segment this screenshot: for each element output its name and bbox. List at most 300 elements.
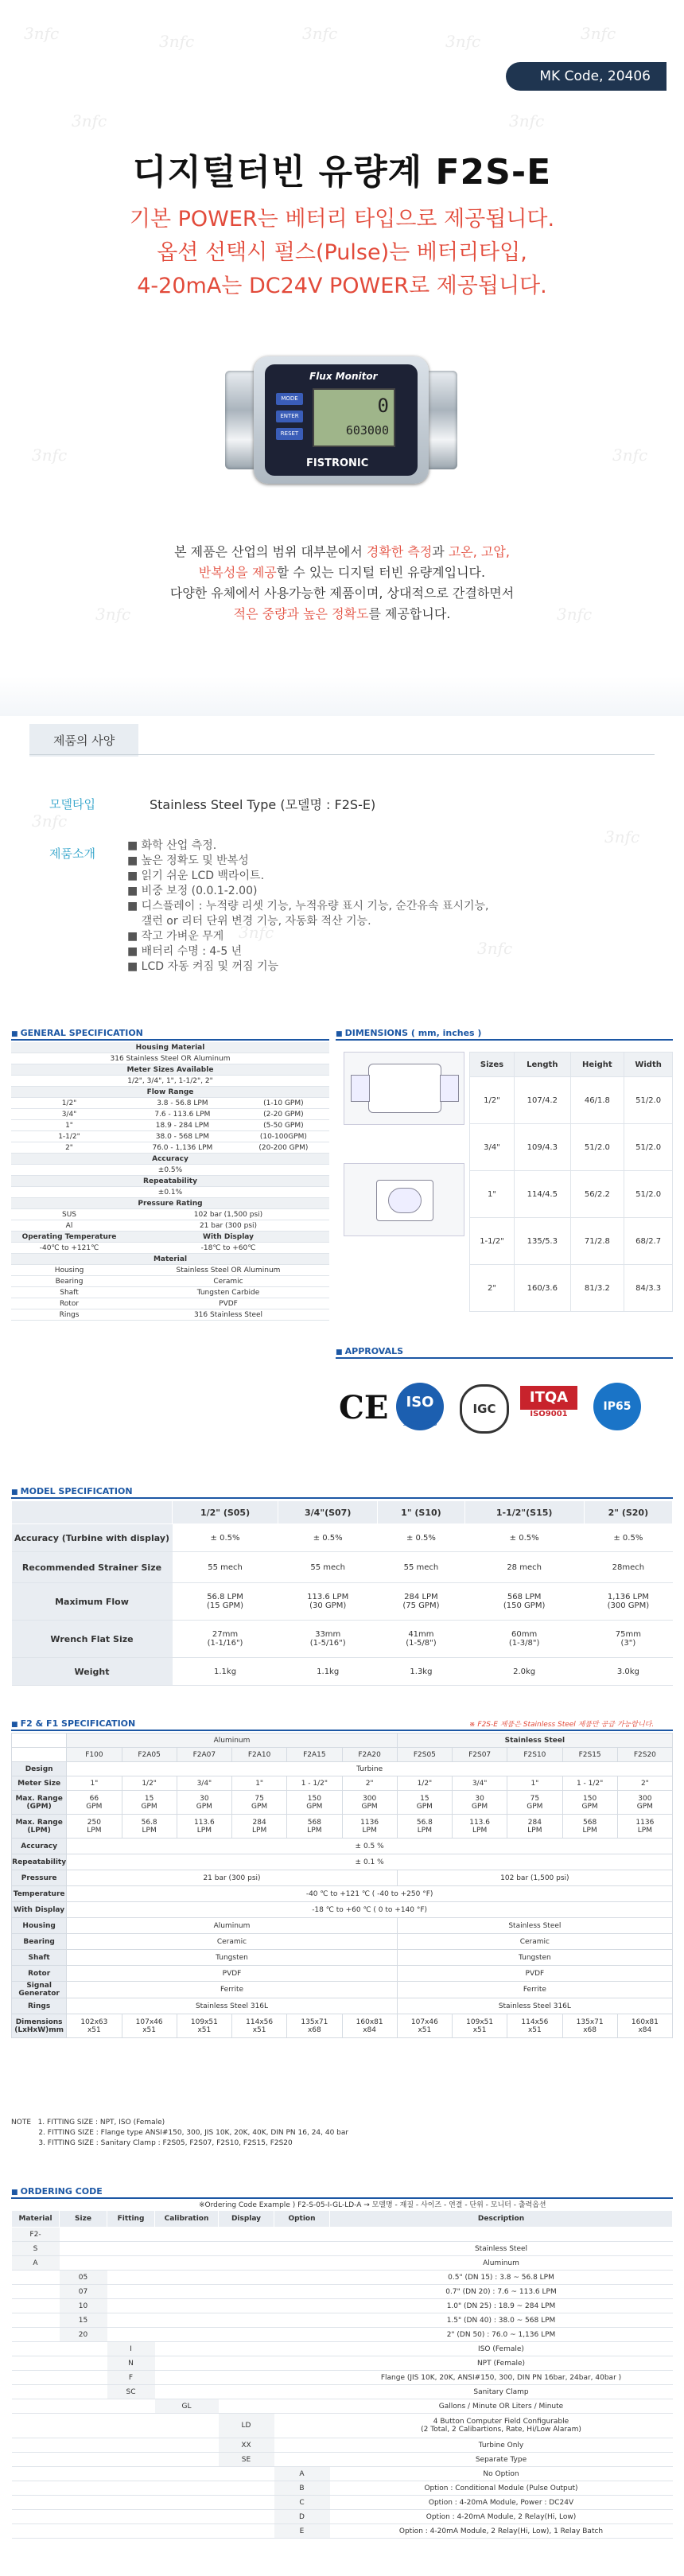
ordering-description: Stainless Steel xyxy=(330,2242,673,2256)
f2f1-row xyxy=(12,1839,673,1854)
f2f1-cell: 284 LPM xyxy=(232,1815,287,1839)
ordering-code xyxy=(274,2299,330,2313)
feature-item: 갤런 or 리터 단위 변경 기능, 자동화 적산 기능. xyxy=(127,915,371,928)
ordering-code xyxy=(219,2285,274,2299)
f2f1-model-header: F100 xyxy=(67,1748,122,1762)
approvals-title: ■ APPROVALS xyxy=(336,1346,403,1356)
f2f1-corner xyxy=(12,1734,67,1748)
model-type-label: 모델타입 xyxy=(49,797,95,811)
watermark-text: 3nfc xyxy=(32,811,68,831)
general-spec-value: (5-50 GPM) xyxy=(238,1120,329,1131)
f2f1-cell: 113.6 LPM xyxy=(453,1815,507,1839)
feature-list xyxy=(127,839,488,975)
ordering-code xyxy=(219,2510,274,2524)
f2f1-cell: 160x81 x84 xyxy=(617,2014,672,2038)
ordering-code: D xyxy=(274,2510,330,2524)
general-spec-heading: Material xyxy=(11,1254,329,1265)
ordering-code xyxy=(219,2496,274,2510)
ordering-code xyxy=(107,2481,155,2496)
ordering-code xyxy=(274,2328,330,2342)
ordering-code: I xyxy=(107,2342,155,2356)
ordering-code xyxy=(12,2285,60,2299)
f2f1-cell: 113.6 LPM xyxy=(177,1815,231,1839)
ordering-code xyxy=(60,2356,107,2371)
ordering-code xyxy=(274,2356,330,2371)
watermark-text: 3nfc xyxy=(509,111,545,130)
general-spec-value: 38.0 - 568 LPM xyxy=(127,1131,238,1142)
ordering-code: N xyxy=(107,2356,155,2371)
ordering-code xyxy=(107,2399,155,2414)
general-spec-value: (1-10 GPM) xyxy=(238,1098,329,1109)
brand-label: FISTRONIC xyxy=(306,457,369,469)
ordering-row xyxy=(12,2342,673,2356)
general-spec-row xyxy=(11,1298,329,1309)
ordering-code: S xyxy=(12,2242,60,2256)
ordering-row xyxy=(12,2256,673,2271)
f2f1-cell: 102x63 x51 xyxy=(67,2014,122,2038)
dimension-cell: 51/2.0 xyxy=(624,1124,673,1171)
model-spec-cell: 55 mech xyxy=(278,1552,378,1583)
ordering-code xyxy=(274,2438,330,2453)
lcd-display xyxy=(313,388,395,447)
ordering-code xyxy=(219,2313,274,2328)
dimensions-title: ■ DIMENSIONS ( mm, inches ) xyxy=(336,1028,481,1038)
model-spec-title: ■ MODEL SPECIFICATION xyxy=(11,1486,133,1496)
watermark-text: 3nfc xyxy=(604,827,640,846)
ordering-code xyxy=(155,2438,219,2453)
ordering-code xyxy=(274,2342,330,2356)
ordering-code xyxy=(155,2256,219,2271)
ordering-description: No Option xyxy=(330,2467,673,2481)
ip65-logo: IP65 xyxy=(593,1383,641,1430)
watermark-text: 3nfc xyxy=(159,32,195,51)
f2f1-cell: 1" xyxy=(232,1776,287,1791)
ordering-code xyxy=(274,2228,330,2242)
general-spec-key: Al xyxy=(11,1220,127,1232)
general-spec-row xyxy=(11,1187,329,1198)
itqa-logo xyxy=(520,1386,577,1427)
f2f1-cell: 114x56 x51 xyxy=(507,2014,562,2038)
ordering-header: Display xyxy=(219,2211,274,2228)
ordering-code xyxy=(274,2271,330,2285)
enter-key: ENTER xyxy=(276,411,303,422)
model-spec-header: 2" (S20) xyxy=(584,1501,672,1524)
dimension-cell: 114/4.5 xyxy=(515,1171,570,1218)
dimensions-bar xyxy=(336,1039,673,1041)
model-spec-label: Accuracy (Turbine with display) xyxy=(12,1524,173,1552)
watermark-text: 3nfc xyxy=(24,24,60,43)
f2f1-row xyxy=(12,1870,673,1886)
general-spec-heading: Meter Sizes Available xyxy=(11,1064,329,1076)
f2f1-row xyxy=(12,1966,673,1982)
general-spec-row xyxy=(11,1209,329,1220)
f2f1-cell: 56.8 LPM xyxy=(397,1815,452,1839)
model-spec-cell: 28mech xyxy=(584,1552,672,1583)
f2f1-model-header: F2S20 xyxy=(617,1748,672,1762)
ordering-code xyxy=(219,2356,274,2371)
f2f1-cell: 30 GPM xyxy=(177,1791,231,1815)
general-spec-value: 21 bar (300 psi) xyxy=(127,1220,329,1232)
dimension-cell: 109/4.3 xyxy=(515,1124,570,1171)
ordering-code xyxy=(107,2285,155,2299)
ordering-code xyxy=(60,2414,107,2438)
f2f1-cell: 300 GPM xyxy=(617,1791,672,1815)
f2f1-row-label: Meter Size xyxy=(12,1776,67,1791)
f2f1-cell: 2" xyxy=(617,1776,672,1791)
ordering-description: 1.0" (DN 25) : 18.9 ~ 284 LPM xyxy=(330,2299,673,2313)
model-spec-cell: 284 LPM (75 GPM) xyxy=(378,1583,464,1621)
f2f1-note-top: ※ F2S-E 제품은 Stainless Steel 제품만 공급 가능합니다. xyxy=(469,1721,655,1729)
feature-item: ■ 읽기 쉬운 LCD 백라이트. xyxy=(127,870,265,882)
general-spec-row xyxy=(11,1120,329,1131)
dimension-header: Length xyxy=(515,1053,570,1077)
f2f1-row xyxy=(12,1918,673,1934)
f2f1-cell: 1136 LPM xyxy=(617,1815,672,1839)
spec-divider xyxy=(29,754,655,755)
f2f1-model-header: F2A20 xyxy=(342,1748,397,1762)
f2f1-row-label: Max. Range (GPM) xyxy=(12,1791,67,1815)
intro-l1b: 경확한 측정 xyxy=(366,544,433,559)
ordering-description: Turbine Only xyxy=(330,2438,673,2453)
ordering-description: 2" (DN 50) : 76.0 ~ 1,136 LPM xyxy=(330,2328,673,2342)
model-spec-cell: 41mm (1-5/8") xyxy=(378,1621,464,1658)
dimension-row xyxy=(470,1124,673,1171)
ordering-code xyxy=(219,2481,274,2496)
meter-face xyxy=(265,364,418,476)
intro-l2b: 할 수 있는 디지털 터빈 유량계입니다. xyxy=(276,565,486,580)
ordering-code: A xyxy=(274,2467,330,2481)
general-spec-key: 1-1/2" xyxy=(11,1131,127,1142)
f2f1-cell: Aluminum xyxy=(67,1918,398,1934)
model-spec-cell: ± 0.5% xyxy=(584,1524,672,1552)
f2f1-model-header: F2S05 xyxy=(397,1748,452,1762)
f2f1-cell: 160x81 x84 xyxy=(342,2014,397,2038)
iso-logo-text: ISO xyxy=(406,1394,434,1411)
ordering-code: 10 xyxy=(60,2299,107,2313)
ordering-code: 05 xyxy=(60,2271,107,2285)
ordering-code xyxy=(12,2299,60,2313)
f2f1-row xyxy=(12,1791,673,1815)
general-spec-value: ±0.5% xyxy=(11,1165,329,1176)
ordering-code xyxy=(274,2313,330,2328)
ordering-code xyxy=(155,2467,219,2481)
ordering-code xyxy=(107,2453,155,2467)
f2f1-cell: -18 ℃ to +60 ℃ ( 0 to +140 °F) xyxy=(67,1902,673,1918)
f2f1-cell: Tungsten xyxy=(397,1950,672,1966)
ordering-code xyxy=(274,2285,330,2299)
general-spec-heading: With Display xyxy=(127,1232,329,1243)
ordering-row xyxy=(12,2271,673,2285)
ordering-code xyxy=(219,2299,274,2313)
ordering-description: Flange (JIS 10K, 20K, ANSI#150, 300, DIN PN 16bar, 24bar, 40bar ) xyxy=(330,2371,673,2385)
ordering-code xyxy=(107,2496,155,2510)
f2f1-row xyxy=(12,1762,673,1776)
ordering-code xyxy=(155,2242,219,2256)
ordering-code xyxy=(12,2399,60,2414)
subtitle-line-2: 옵션 선택시 펄스(Pulse)는 베터리타입, xyxy=(157,240,527,265)
dimension-cell: 160/3.6 xyxy=(515,1265,570,1312)
general-spec-value: 102 bar (1,500 psi) xyxy=(127,1209,329,1220)
ordering-code xyxy=(12,2371,60,2385)
itqa-logo-sub: ISO9001 xyxy=(530,1410,568,1418)
ordering-row xyxy=(12,2524,673,2539)
ordering-code xyxy=(12,2481,60,2496)
ordering-code xyxy=(219,2371,274,2385)
dimension-cell: 46/1.8 xyxy=(570,1077,624,1124)
feature-item: ■ 화학 산업 측정. xyxy=(127,839,217,852)
ordering-code xyxy=(60,2481,107,2496)
f2f1-cell: 135x71 x68 xyxy=(562,2014,617,2038)
f2f1-cell: 568 LPM xyxy=(562,1815,617,1839)
general-spec-key: SUS xyxy=(11,1209,127,1220)
ordering-code xyxy=(12,2356,60,2371)
ordering-code xyxy=(60,2467,107,2481)
ordering-code xyxy=(274,2256,330,2271)
ordering-description: 4 Button Computer Field Configurable (2 Total, 2 Calibartions, Rate, Hi/Low Alaram) xyxy=(330,2414,673,2438)
ordering-header: Option xyxy=(274,2211,330,2228)
ordering-row xyxy=(12,2496,673,2510)
f2f1-row-label: Accuracy xyxy=(12,1839,67,1854)
ordering-row xyxy=(12,2299,673,2313)
dimension-header: Sizes xyxy=(470,1053,515,1077)
ordering-code xyxy=(107,2271,155,2285)
mk-code-badge: MK Code, 20406 xyxy=(506,62,667,91)
watermark-text: 3nfc xyxy=(95,605,131,624)
ordering-code xyxy=(60,2342,107,2356)
intro-text xyxy=(0,542,684,625)
f2f1-cell: 1 - 1/2" xyxy=(562,1776,617,1791)
dimension-cell: 56/2.2 xyxy=(570,1171,624,1218)
general-spec-title: ■ GENERAL SPECIFICATION xyxy=(11,1028,143,1038)
general-spec-row xyxy=(11,1142,329,1154)
general-spec-value: Stainless Steel OR Aluminum xyxy=(127,1265,329,1276)
ordering-code: B xyxy=(274,2481,330,2496)
general-spec-row xyxy=(11,1053,329,1064)
ordering-row xyxy=(12,2328,673,2342)
model-spec-header: 1/2" (S05) xyxy=(173,1501,278,1524)
watermark-text: 3nfc xyxy=(581,24,616,43)
general-spec-value: -18℃ to +60℃ xyxy=(127,1243,329,1254)
model-spec-header: 3/4"(S07) xyxy=(278,1501,378,1524)
general-spec-row xyxy=(11,1254,329,1265)
general-spec-heading: Repeatability xyxy=(11,1176,329,1187)
ordering-code xyxy=(12,2496,60,2510)
dimension-drawing-side xyxy=(344,1163,464,1236)
ordering-code xyxy=(155,2481,219,2496)
dimension-row xyxy=(470,1218,673,1265)
ordering-row xyxy=(12,2414,673,2438)
general-spec-row xyxy=(11,1309,329,1321)
ordering-code xyxy=(12,2271,60,2285)
model-spec-table xyxy=(11,1500,673,1686)
watermark-text: 3nfc xyxy=(239,923,274,942)
f2f1-cell: -40 ℃ to +121 ℃ ( -40 to +250 °F) xyxy=(67,1886,673,1902)
general-spec-row xyxy=(11,1131,329,1142)
ordering-row xyxy=(12,2385,673,2399)
ordering-code xyxy=(107,2228,155,2242)
model-spec-cell: ± 0.5% xyxy=(378,1524,464,1552)
subtitle-line-3: 4-20mA는 DC24V POWER로 제공됩니다. xyxy=(137,274,547,298)
ordering-code xyxy=(155,2510,219,2524)
ordering-code xyxy=(12,2524,60,2539)
f2f1-cell: 250 LPM xyxy=(67,1815,122,1839)
lcd-total: 603000 xyxy=(345,423,389,438)
ordering-code xyxy=(60,2371,107,2385)
general-spec-row xyxy=(11,1198,329,1209)
intro-l1d: 고온, 고압, xyxy=(448,544,510,559)
f2f1-group-aluminum: Aluminum xyxy=(67,1734,398,1748)
ordering-description: Option : 4-20mA Module, 2 Relay(Hi, Low), 1 Relay Batch xyxy=(330,2524,673,2539)
general-spec-row xyxy=(11,1265,329,1276)
f2f1-row xyxy=(12,1982,673,1998)
feature-item: ■ 배터리 수명 : 4-5 년 xyxy=(127,945,243,958)
f2f1-cell: 284 LPM xyxy=(507,1815,562,1839)
dimension-row xyxy=(470,1171,673,1218)
ordering-code xyxy=(12,2313,60,2328)
f2f1-title: ■ F2 & F1 SPECIFICATION xyxy=(11,1718,135,1729)
f2f1-cell: PVDF xyxy=(67,1966,398,1982)
intro-l4b: 를 제공합니다. xyxy=(368,606,451,621)
f2f1-row-label: Max. Range (LPM) xyxy=(12,1815,67,1839)
f2f1-cell: PVDF xyxy=(397,1966,672,1982)
general-spec-key: 1" xyxy=(11,1120,127,1131)
ordering-code xyxy=(155,2385,219,2399)
ordering-code xyxy=(107,2414,155,2438)
general-spec-row xyxy=(11,1176,329,1187)
ordering-code xyxy=(219,2242,274,2256)
general-spec-key: -40℃ to +121℃ xyxy=(11,1243,127,1254)
f2f1-cell: Ferrite xyxy=(397,1982,672,1998)
model-spec-cell: 56.8 LPM (15 GPM) xyxy=(173,1583,278,1621)
ordering-code xyxy=(274,2414,330,2438)
general-spec-row xyxy=(11,1287,329,1298)
f2f1-cell: 56.8 LPM xyxy=(122,1815,177,1839)
dimension-cell: 107/4.2 xyxy=(515,1077,570,1124)
model-spec-cell: 60mm (1-3/8") xyxy=(464,1621,584,1658)
ordering-code: F2- xyxy=(12,2228,60,2242)
f2f1-row-label: Bearing xyxy=(12,1934,67,1950)
f2f1-cell: 3/4" xyxy=(177,1776,231,1791)
ordering-description: 1.5" (DN 40) : 38.0 ~ 568 LPM xyxy=(330,2313,673,2328)
ordering-code xyxy=(219,2399,274,2414)
ordering-header: Fitting xyxy=(107,2211,155,2228)
model-spec-cell: 113.6 LPM (30 GPM) xyxy=(278,1583,378,1621)
model-spec-row xyxy=(12,1658,673,1686)
ordering-code xyxy=(219,2256,274,2271)
ordering-code xyxy=(60,2256,107,2271)
ordering-code xyxy=(155,2285,219,2299)
model-spec-header: 1-1/2"(S15) xyxy=(464,1501,584,1524)
ordering-code xyxy=(60,2524,107,2539)
f2f1-row-label: Signal Generator xyxy=(12,1982,67,1998)
ordering-code: 07 xyxy=(60,2285,107,2299)
ordering-description: ISO (Female) xyxy=(330,2342,673,2356)
f2f1-model-row xyxy=(12,1748,673,1762)
dimension-cell: 51/2.0 xyxy=(624,1171,673,1218)
general-spec-row xyxy=(11,1276,329,1287)
general-spec-value: 7.6 - 113.6 LPM xyxy=(127,1109,238,1120)
watermark-text: 3nfc xyxy=(612,446,648,465)
ordering-code xyxy=(219,2342,274,2356)
ordering-code xyxy=(155,2313,219,2328)
ordering-code xyxy=(60,2242,107,2256)
f2f1-cell: 107x46 x51 xyxy=(122,2014,177,2038)
f2f1-cell: 107x46 x51 xyxy=(397,2014,452,2038)
f2f1-cell: 30 GPM xyxy=(453,1791,507,1815)
general-spec-key: Rotor xyxy=(11,1298,127,1309)
general-spec-heading: Flow Range xyxy=(11,1087,329,1098)
general-spec-row xyxy=(11,1232,329,1243)
f2f1-model-header: F2A15 xyxy=(287,1748,342,1762)
f2f1-cell: 1136 LPM xyxy=(342,1815,397,1839)
ordering-description: 0.7" (DN 20) : 7.6 ~ 113.6 LPM xyxy=(330,2285,673,2299)
ordering-code: F xyxy=(107,2371,155,2385)
f2f1-cell: Ceramic xyxy=(67,1934,398,1950)
f2f1-model-header: F2A10 xyxy=(232,1748,287,1762)
f2f1-bar xyxy=(11,1730,673,1731)
f2f1-cell: Stainless Steel 316L xyxy=(67,1998,398,2014)
ordering-code xyxy=(107,2524,155,2539)
ordering-title: ■ ORDERING CODE xyxy=(11,2186,103,2197)
general-spec-row xyxy=(11,1098,329,1109)
intro-l1c: 과 xyxy=(432,544,449,559)
ordering-code xyxy=(155,2414,219,2438)
model-spec-cell: 75mm (3") xyxy=(584,1621,672,1658)
ordering-code xyxy=(219,2271,274,2285)
f2f1-row-label: Rings xyxy=(12,1998,67,2014)
f2f1-cell: ± 0.5 % xyxy=(67,1839,673,1854)
flux-monitor-label: Flux Monitor xyxy=(309,371,378,382)
general-spec-row xyxy=(11,1087,329,1098)
ordering-row xyxy=(12,2356,673,2371)
ordering-code: 15 xyxy=(60,2313,107,2328)
ordering-code xyxy=(60,2228,107,2242)
ordering-code xyxy=(274,2242,330,2256)
watermark-text: 3nfc xyxy=(32,446,68,465)
f2f1-cell: 1" xyxy=(507,1776,562,1791)
ordering-code xyxy=(12,2328,60,2342)
igc-logo: IGC xyxy=(460,1384,509,1434)
f2f1-cell: 21 bar (300 psi) xyxy=(67,1870,398,1886)
model-spec-cell: 27mm (1-1/16") xyxy=(173,1621,278,1658)
general-spec-value: (20-200 GPM) xyxy=(238,1142,329,1154)
ordering-code xyxy=(155,2496,219,2510)
f2f1-row xyxy=(12,1934,673,1950)
general-spec-heading: Housing Material xyxy=(11,1042,329,1053)
ordering-code: A xyxy=(12,2256,60,2271)
ordering-code xyxy=(60,2510,107,2524)
ordering-row xyxy=(12,2313,673,2328)
approval-logos xyxy=(339,1383,673,1430)
ordering-code xyxy=(155,2371,219,2385)
model-spec-cell: ± 0.5% xyxy=(464,1524,584,1552)
ordering-description: NPT (Female) xyxy=(330,2356,673,2371)
ordering-code xyxy=(155,2356,219,2371)
model-spec-cell: 1,136 LPM (300 GPM) xyxy=(584,1583,672,1621)
f2f1-cell: 114x56 x51 xyxy=(232,2014,287,2038)
ordering-description: 0.5" (DN 15) : 3.8 ~ 56.8 LPM xyxy=(330,2271,673,2285)
ordering-code xyxy=(274,2371,330,2385)
f2f1-model-header: F2S10 xyxy=(507,1748,562,1762)
ordering-description xyxy=(330,2228,673,2242)
model-spec-row xyxy=(12,1552,673,1583)
ordering-code: SE xyxy=(219,2453,274,2467)
watermark-text: 3nfc xyxy=(445,32,481,51)
f2f1-cell: ± 0.1 % xyxy=(67,1854,673,1870)
f2f1-model-header: F2A05 xyxy=(122,1748,177,1762)
f2f1-cell: 300 GPM xyxy=(342,1791,397,1815)
general-spec-row xyxy=(11,1220,329,1232)
